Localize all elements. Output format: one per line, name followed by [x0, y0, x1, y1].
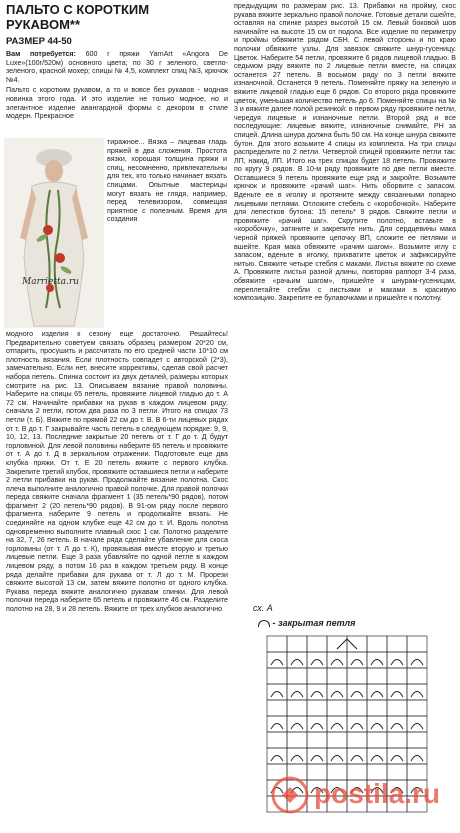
closed-loop-mark	[411, 660, 423, 666]
grid-cell	[347, 700, 367, 716]
closed-loop-mark	[351, 724, 363, 730]
closed-loop-mark	[391, 692, 403, 698]
materials-text: 600 г пряжи YarnArt «Angora De Luxe»(100г/520м) основного цвета; по 30 г зеленого, светло-зеленого, красной мохер; спицы № 4,5, комплект спиц №3, крючок №4.	[6, 50, 228, 84]
grid-cell	[267, 700, 287, 716]
grid-cell	[267, 636, 287, 652]
closed-loop-mark	[371, 724, 383, 730]
closed-loop-mark	[371, 756, 383, 762]
instructions-left: модного изделия к сезону еще достаточно. Решайтесь! Предварительно советуем связать образец размером 20*20 см, отпарить, просушить и рассчитать по его средней части 10*10 см плотность вязания. Если плотность совпадет с авторской (2*3), замечательно. Если нет, внесите коррективы, сделав свой расчет набора петель. Спинка состоит из двух деталей, размеры которых смотрите на рис. 13. Описываем вязание правой половины. Наберите на спицы 65 петель, провяжите лицевой гладью до т. А 72 см. Начинайте прибавки на рукав в каждом лицевом ряду: сначала 2 петли, потом два раза по 3 петли. Итого на спицах 73 петли (т. Б). Вяжите по прямой 22 см до т. В. В 6-ти лицевых рядах от т. В до т. Г закрывайте часть петель в следующем порядке: 9, 9, 10, 12, 13. Последние закрытые 20 петель от т. Г до т. Д будут горловиной. Для левой половины наберите 65 петель и провяжите от т. А до т. Д в зеркальном отражении. Подготовьте еще два клубка пряжи. От т. Е 20 петель вяжите с первого клубка. Закрепите третий клубок, провяжите оставшиеся петли и наберите 2 петли прибавки на рукав. Продолжайте вязание полотна. Скос плеча выполните аналогично правой полочке. Для правой полочки переда свяжите сначала фрагмент 1 (35 петель*90 рядов), потом фрагмент 2 (20 петель*90 рядов). В 91-ом ряду после первого фрагмента наберите 9 петель и продолжайте вязать. Не соединяйте на одном клубке еще 42 см до т. И. Вдоль полотна одновременно выполните плавный скос 1 см. Полотно разделите на 32, 7, 26 петель. В начале ряда сделайте убавление для скоса горловины (от т. Л до т. К), провязывая вместе вторую и третью лицевые петли. Еще 3 раза убавляйте по одной петле в каждом лицевом ряду, а потом 16 раз в каждом третьем ряду. В конце ряда делайте прибавки для рукава от т. Л до т. М. Прорези свяжите высотой 13 см, затем вяжите полотно от одного клубка. Рукава переда вяжите аналогично рукавам спинки. Для левой полочки переда наберите 65 петель и провяжите 46 см. Разделите полотно на 28, 9 и 28 петель. Вяжите от трех клубков аналогично	[6, 330, 229, 613]
grid-cell	[347, 636, 367, 652]
closed-loop-mark	[311, 756, 323, 762]
grid-cell	[387, 732, 407, 748]
grid-cell	[287, 636, 307, 652]
grid-cell	[407, 668, 427, 684]
grid-cell	[387, 636, 407, 652]
description-top: Пальто с коротким рукавом, а то и вовсе без рукавов - модная новинка этого года. И это изделие не только модное, но и элегантное изделие авангардной формы с декором в стиле модерн. Прекрасное	[6, 86, 228, 121]
size-label: РАЗМЕР 44-50	[6, 36, 72, 47]
closed-loop-mark	[311, 724, 323, 730]
grid-cell	[407, 700, 427, 716]
grid-cell	[407, 732, 427, 748]
grid-cell	[347, 732, 367, 748]
grid-cell	[407, 636, 427, 652]
grid-cell	[327, 636, 347, 652]
grid-cell	[367, 636, 387, 652]
model-photo	[4, 138, 104, 328]
closed-loop-mark	[391, 724, 403, 730]
closed-loop-mark	[351, 756, 363, 762]
grid-cell	[327, 732, 347, 748]
closed-loop-mark	[411, 724, 423, 730]
closed-loop-mark	[371, 660, 383, 666]
grid-cell	[367, 668, 387, 684]
closed-loop-mark	[291, 756, 303, 762]
photo-illustration	[4, 138, 104, 328]
grid-cell	[287, 668, 307, 684]
instructions-right: предыдущим по размерам рис. 13. Прибавки на пройму, скос рукава вяжите зеркально правой полочке. Готовые детали сшейте, оставляя на спинке разрез высотой 15 см. Левый боковой шов начинайте на высоте 15 см от подола. Все изделие по периметру и проймы обвяжите рядом СБН. С левой стороны и по краю полочки обвяжите узлы. Для завязок свяжите шнур-гусеницу. Цветок. Наберите 54 петли, провяжите 6 рядов лицевой гладью. В седьмом ряду вяжите по 2 лицевые петли вместе, на спицах останется 27 петель. В восьмом ряду по 3 петли вяжите изнаночной. Останется 9 петель. Поменяйте пряжу на зеленую и вяжите лицевой гладью еще 6 рядов. Со второго ряда провяжите цветок, уменьшая количество петель до 6. Поменяйте спицы на № 3 и вяжите далее полой резинкой: в первом ряду провяжите петли, чередуя лицевые и изнаночные петли. Второй ряд и все последующие: лицевые вяжите, изнаночные снимайте, РН за спицей. Длина шнура должна быть 50 см. На конце шнура свяжите бутон. Для этого возьмите 4 спицы из комплекта. На три спицы распределите по 2 петли. Четвертой спицей провяжите петли так: ЛП, накид, ЛП. Итого на трех спицах будет 18 петель. Провяжите по кругу 9 рядов. В 10-м ряду провяжите по две петли вместе. Оставшиеся 9 петель провяжите еще ряд и закройте. Возьмите крючок и провяжите «рачий шаг». Нить оборвите с запасом. Вденьте ее в иголку и протяните между связанными попарно лицевыми петлями. Отложите стебель с «коробочкой». Наберите для лепестков бутона: 15 петель* 9 рядов. Свяжите петли и провяжите «рачий шаг». Скрутите полотно, вставьте в «коробочку», затяните и закрепите нить. Для сердцевины мака черной пряжей провяжите цепочку ВП, сложите ее петлями и вшейте. Края мака обвяжите «рачим шагом». Возьмите иглу с запасом, вденьте в иголку, прихватите цветок и зафиксируйте нитью. Свяжите четыре стебля с маками. Листья вяжите по схеме А. Провяжите листья разной длины, повторяя раппорт 3-4 раза, обвяжите «рачьим шагом», пришейте к шнурам-гусеницам, переплетайте стебли с листьями и маками в красивую композицию. Закрепите ее булавочками и пришейте к полотну.	[234, 2, 456, 303]
intro-block	[6, 50, 228, 121]
left-instructions	[6, 330, 228, 614]
article-title	[6, 2, 246, 32]
grid-cell	[287, 732, 307, 748]
closed-loop-mark	[271, 660, 283, 666]
grid-cell	[267, 668, 287, 684]
closed-loop-mark	[291, 724, 303, 730]
closed-loop-mark	[391, 756, 403, 762]
closed-loop-mark	[311, 660, 323, 666]
closed-loop-icon	[258, 620, 270, 627]
closed-loop-mark	[331, 660, 343, 666]
title-line-1: ПАЛЬТО С КОРОТКИМ	[6, 2, 150, 17]
closed-loop-mark	[371, 692, 383, 698]
closed-loop-mark	[271, 692, 283, 698]
grid-cell	[387, 668, 407, 684]
closed-loop-mark	[411, 692, 423, 698]
grid-cell	[267, 732, 287, 748]
grid-cell	[367, 700, 387, 716]
right-instructions	[234, 2, 456, 303]
closed-loop-mark	[391, 660, 403, 666]
closed-loop-mark	[331, 692, 343, 698]
scheme-label: сх. А	[253, 603, 273, 613]
closed-loop-mark	[271, 724, 283, 730]
grid-cell	[387, 700, 407, 716]
title-line-2: РУКАВОМ**	[6, 17, 81, 32]
closed-loop-mark	[351, 692, 363, 698]
grid-cell	[307, 732, 327, 748]
grid-cell	[347, 668, 367, 684]
grid-cell	[307, 700, 327, 716]
site-watermark: Marrietta.ru	[22, 277, 79, 287]
grid-cell	[287, 700, 307, 716]
materials-label: Вам потребуется:	[6, 50, 76, 58]
legend	[258, 618, 355, 628]
grid-cell	[327, 700, 347, 716]
grid-cell	[307, 668, 327, 684]
description-wrap: тиражное... Вязка – лицевая гладь пряжей в два сложения. Простота вязки, хорошая толщина пряжи и спиц, несомненно, привлекательны для тех, кто только начинает вязать спицами. Опытные мастерицы могут вязать не глядя, например, перед телевизором, совмещая приятное с полезным. Время для создания	[107, 138, 227, 224]
legend-text: - закрытая петля	[272, 618, 356, 628]
postila-text: postila.ru	[314, 778, 441, 809]
closed-loop-mark	[311, 692, 323, 698]
grid-cell	[327, 668, 347, 684]
closed-loop-mark	[271, 756, 283, 762]
closed-loop-mark	[331, 724, 343, 730]
closed-loop-mark	[291, 692, 303, 698]
grid-cell	[307, 636, 327, 652]
grid-cell	[367, 732, 387, 748]
closed-loop-mark	[291, 660, 303, 666]
closed-loop-mark	[331, 756, 343, 762]
materials-paragraph	[6, 50, 228, 84]
closed-loop-mark	[411, 756, 423, 762]
closed-loop-mark	[351, 660, 363, 666]
postila-watermark	[270, 770, 460, 820]
description-wrap-block	[107, 138, 227, 224]
